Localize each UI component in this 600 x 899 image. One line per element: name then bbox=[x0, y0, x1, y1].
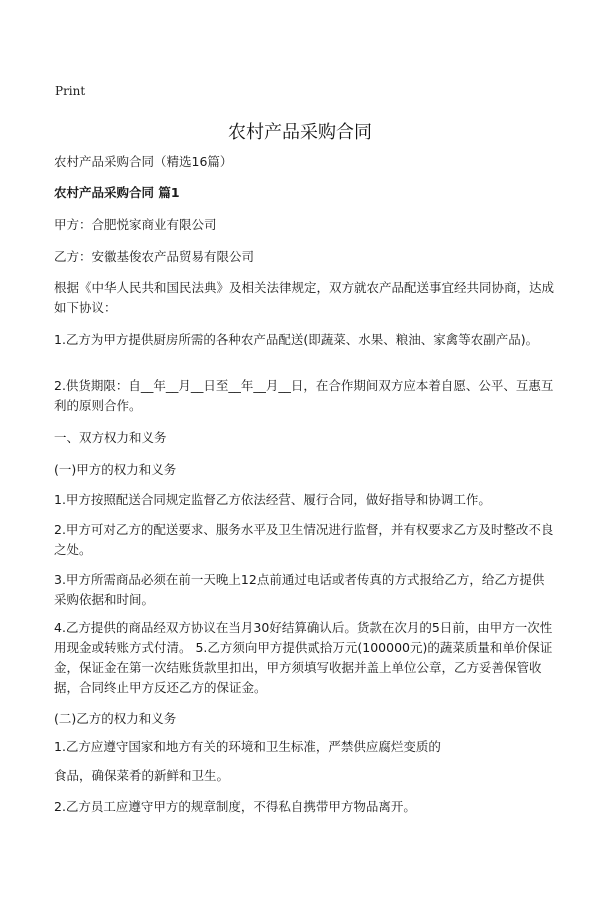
party-a-clause-4-5: 4.乙方提供的商品经双方协议在当月30好结算确认后。货款在次月的5日前，由甲方一次性用现金或转账方式付清。 5.乙方须向甲方提供贰拾万元(100000元)的蔬菜质量和单价保证金，保证金在第一次结账货款里扣出，甲方须填写收据并盖上单位公章，乙方妥善保管收据，合同终止甲方反还乙方的保证金。 bbox=[54, 620, 553, 695]
clause-2: 2.供货期限：自__年__月__日至__年__月__日，在合作期间双方应本着自愿、公平、互惠互利的原则合作。 bbox=[54, 378, 554, 413]
party-a-clause-2: 2.甲方可对乙方的配送要求、服务水平及卫生情况进行监督，并有权要求乙方及时整改不良之处。 bbox=[54, 522, 554, 557]
heading-party-a-rights: (一)甲方的权力和义务 bbox=[54, 462, 177, 477]
party-b-clause-2: 2.乙方员工应遵守甲方的规章制度，不得私自携带甲方物品离开。 bbox=[54, 799, 416, 814]
party-b-clause-1b: 食品，确保菜肴的新鲜和卫生。 bbox=[54, 768, 230, 783]
party-b-clause-1a: 1.乙方应遵守国家和地方有关的环境和卫生标准，严禁供应腐烂变质的 bbox=[54, 739, 441, 754]
section-heading: 农村产品采购合同 篇1 bbox=[54, 185, 180, 200]
clause-1: 1.乙方为甲方提供厨房所需的各种农产品配送(即蔬菜、水果、粮油、家禽等农副产品)。 bbox=[54, 332, 539, 347]
party-a: 甲方：合肥悦家商业有限公司 bbox=[54, 217, 217, 232]
party-a-clause-3: 3.甲方所需商品必须在前一天晚上12点前通过电话或者传真的方式报给乙方，给乙方提供采购依据和时间。 bbox=[54, 572, 545, 607]
intro-paragraph: 根据《中华人民共和国民法典》及相关法律规定，双方就农产品配送事宜经共同协商，达成如下协议： bbox=[54, 280, 555, 315]
party-b: 乙方：安徽基俊农产品贸易有限公司 bbox=[54, 249, 255, 264]
party-a-clause-1: 1.甲方按照配送合同规定监督乙方依法经营、履行合同，做好指导和协调工作。 bbox=[54, 492, 491, 507]
document-title: 农村产品采购合同 bbox=[228, 122, 372, 143]
subtitle: 农村产品采购合同（精选16篇） bbox=[54, 154, 233, 169]
print-label: Print bbox=[55, 84, 86, 98]
heading-rights: 一、双方权力和义务 bbox=[54, 430, 167, 445]
heading-party-b-rights: (二)乙方的权力和义务 bbox=[54, 711, 177, 726]
